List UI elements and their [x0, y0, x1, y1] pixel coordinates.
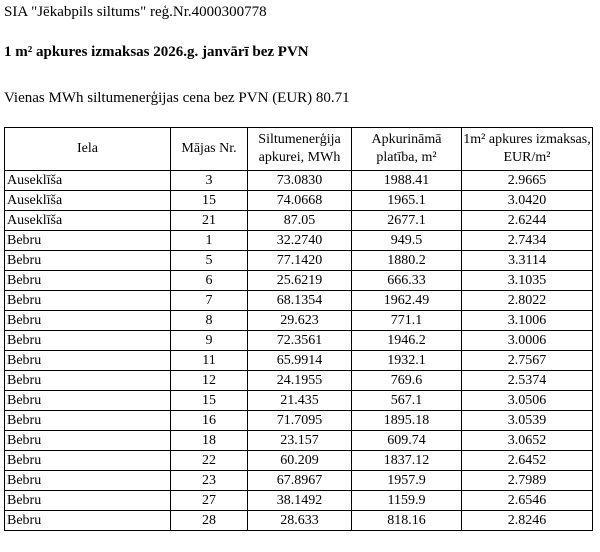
cell-house: 9 [171, 331, 248, 351]
table-row [5, 171, 593, 191]
cell-area: 1962.49 [352, 291, 462, 311]
cell-street: Bebru [5, 491, 171, 511]
cell-energy: 24.1955 [248, 371, 352, 391]
table-row [5, 331, 593, 351]
cell-cost: 2.9665 [462, 171, 593, 191]
cell-house: 8 [171, 311, 248, 331]
cell-street: Auseklīša [5, 191, 171, 211]
cell-house: 23 [171, 471, 248, 491]
table-row [5, 491, 593, 511]
cell-energy: 74.0668 [248, 191, 352, 211]
cell-energy: 77.1420 [248, 251, 352, 271]
cell-house: 7 [171, 291, 248, 311]
cell-area: 567.1 [352, 391, 462, 411]
table-row [5, 411, 593, 431]
cell-energy: 67.8967 [248, 471, 352, 491]
cell-street: Auseklīša [5, 211, 171, 231]
cell-energy: 32.2740 [248, 231, 352, 251]
cell-house: 3 [171, 171, 248, 191]
cell-street: Bebru [5, 451, 171, 471]
cell-house: 11 [171, 351, 248, 371]
column-header-area: Apkurināmā platība, m² [352, 128, 462, 171]
cell-house: 15 [171, 391, 248, 411]
table-row [5, 271, 593, 291]
price-line: Vienas MWh siltumenerģijas cena bez PVN (EUR) 80.71 [4, 90, 350, 106]
cell-area: 1837.12 [352, 451, 462, 471]
cell-cost: 3.0506 [462, 391, 593, 411]
cell-area: 769.6 [352, 371, 462, 391]
cell-area: 1159.9 [352, 491, 462, 511]
cell-street: Bebru [5, 471, 171, 491]
cell-energy: 60.209 [248, 451, 352, 471]
cell-house: 12 [171, 371, 248, 391]
cell-energy: 21.435 [248, 391, 352, 411]
cell-area: 666.33 [352, 271, 462, 291]
cell-street: Bebru [5, 311, 171, 331]
cell-house: 28 [171, 511, 248, 531]
cell-energy: 25.6219 [248, 271, 352, 291]
cell-cost: 2.7567 [462, 351, 593, 371]
cell-house: 18 [171, 431, 248, 451]
cell-house: 22 [171, 451, 248, 471]
cell-cost: 2.8022 [462, 291, 593, 311]
cell-area: 1946.2 [352, 331, 462, 351]
cell-cost: 3.0539 [462, 411, 593, 431]
cell-area: 1988.41 [352, 171, 462, 191]
table-row [5, 291, 593, 311]
cell-cost: 2.7989 [462, 471, 593, 491]
cell-street: Bebru [5, 331, 171, 351]
cell-energy: 65.9914 [248, 351, 352, 371]
cell-street: Bebru [5, 511, 171, 531]
company-name: SIA "Jēkabpils siltums" reģ.Nr.4000300778 [4, 4, 267, 20]
cell-street: Auseklīša [5, 171, 171, 191]
cell-house: 15 [171, 191, 248, 211]
cell-street: Bebru [5, 431, 171, 451]
cell-street: Bebru [5, 291, 171, 311]
cell-house: 1 [171, 231, 248, 251]
heating-cost-table [4, 127, 593, 531]
table-row [5, 391, 593, 411]
cell-cost: 2.6546 [462, 491, 593, 511]
cell-street: Bebru [5, 371, 171, 391]
cell-energy: 87.05 [248, 211, 352, 231]
cell-energy: 38.1492 [248, 491, 352, 511]
cell-cost: 3.0420 [462, 191, 593, 211]
cell-area: 1957.9 [352, 471, 462, 491]
cell-cost: 3.3114 [462, 251, 593, 271]
cell-house: 5 [171, 251, 248, 271]
cell-cost: 3.0006 [462, 331, 593, 351]
cell-cost: 2.6244 [462, 211, 593, 231]
cell-area: 609.74 [352, 431, 462, 451]
cell-area: 1965.1 [352, 191, 462, 211]
column-header-cost: 1m² apkures izmaksas, EUR/m² [462, 128, 593, 171]
cell-house: 21 [171, 211, 248, 231]
cell-area: 1932.1 [352, 351, 462, 371]
cell-energy: 29.623 [248, 311, 352, 331]
cell-street: Bebru [5, 271, 171, 291]
cell-area: 771.1 [352, 311, 462, 331]
table-row [5, 451, 593, 471]
table-row [5, 351, 593, 371]
cell-cost: 3.0652 [462, 431, 593, 451]
cell-cost: 2.7434 [462, 231, 593, 251]
cell-street: Bebru [5, 411, 171, 431]
column-header-house: Mājas Nr. [171, 128, 248, 171]
cell-street: Bebru [5, 351, 171, 371]
table-row [5, 211, 593, 231]
cell-cost: 2.5374 [462, 371, 593, 391]
cell-house: 16 [171, 411, 248, 431]
cell-street: Bebru [5, 231, 171, 251]
table-row [5, 371, 593, 391]
cell-cost: 2.8246 [462, 511, 593, 531]
column-header-energy: Siltumenerģija apkurei, MWh [248, 128, 352, 171]
page-title: 1 m² apkures izmaksas 2026.g. janvārī bez PVN [4, 44, 309, 60]
cell-cost: 3.1006 [462, 311, 593, 331]
cell-street: Bebru [5, 391, 171, 411]
cell-energy: 72.3561 [248, 331, 352, 351]
cell-area: 1895.18 [352, 411, 462, 431]
table-row [5, 311, 593, 331]
cell-area: 1880.2 [352, 251, 462, 271]
table-row [5, 191, 593, 211]
cell-house: 6 [171, 271, 248, 291]
table-body [5, 171, 593, 531]
cell-energy: 28.633 [248, 511, 352, 531]
table-row [5, 251, 593, 271]
table-row [5, 431, 593, 451]
cell-energy: 68.1354 [248, 291, 352, 311]
table-row [5, 471, 593, 491]
table-row [5, 511, 593, 531]
table-row [5, 231, 593, 251]
cell-area: 818.16 [352, 511, 462, 531]
cell-house: 27 [171, 491, 248, 511]
cell-area: 2677.1 [352, 211, 462, 231]
cell-cost: 2.6452 [462, 451, 593, 471]
cell-cost: 3.1035 [462, 271, 593, 291]
cell-energy: 73.0830 [248, 171, 352, 191]
cell-energy: 23.157 [248, 431, 352, 451]
table-header-row [5, 128, 593, 171]
column-header-street: Iela [5, 128, 171, 171]
cell-street: Bebru [5, 251, 171, 271]
cell-energy: 71.7095 [248, 411, 352, 431]
cell-area: 949.5 [352, 231, 462, 251]
